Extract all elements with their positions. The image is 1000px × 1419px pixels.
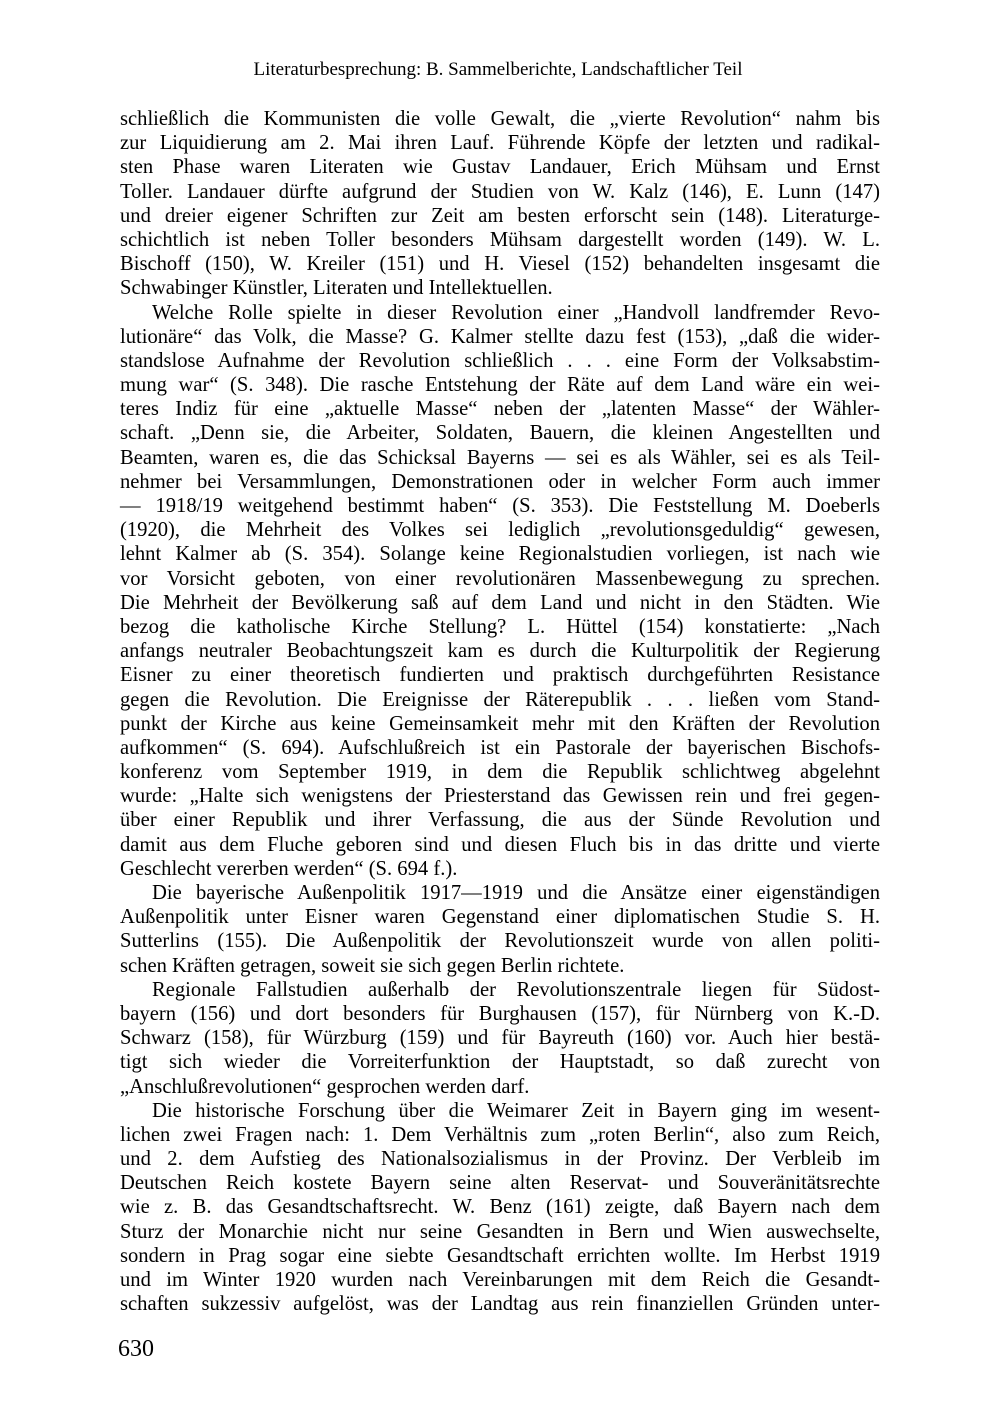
text-line: tigt sich wieder die Vorreiterfunktion der Hauptstadt, so daß zurecht von (120, 1051, 880, 1074)
text-line: konferenz vom September 1919, in dem die Republik schlichtweg abgelehnt (120, 761, 880, 784)
text-line: — 1918/19 weitgehend bestimmt haben“ (S. 353). Die Feststellung M. Doeberls (120, 495, 880, 517)
text-line: damit aus dem Fluche geboren sind und diesen Fluch bis in das dritte und vierte (120, 833, 880, 856)
text-line: Schwabinger Künstler, Literaten und Intellektuellen. (120, 277, 553, 300)
text-line: Die historische Forschung über die Weimarer Zeit in Bayern ging im wesent- (152, 1099, 880, 1122)
text-line: „Anschlußrevolutionen“ gesprochen werden darf. (120, 1075, 530, 1098)
text-line: Beamten, waren es, die das Schicksal Bayerns — sei es als Wähler, sei es als Teil- (120, 446, 880, 469)
text-line: teres Indiz für eine „aktuelle Masse“ neben der „latenten Masse“ der Wähler- (120, 398, 880, 421)
text-line: Die bayerische Außenpolitik 1917—1919 und die Ansätze einer eigenständigen (152, 882, 880, 904)
text-line: und 2. dem Aufstieg des Nationalsozialismus in der Provinz. Der Verbleib im (120, 1148, 880, 1171)
text-line: Welche Rolle spielte in dieser Revolution einer „Handvoll landfremder Revo- (152, 301, 880, 324)
text-line: lichen zwei Fragen nach: 1. Dem Verhältnis zum „roten Berlin“, also zum Reich, (120, 1123, 880, 1146)
text-line: über einer Republik und ihrer Verfassung, die aus der Sünde Revolution und (120, 809, 880, 832)
text-line: und im Winter 1920 wurden nach Vereinbarungen mit dem Reich die Gesandt- (120, 1269, 880, 1291)
text-line: Regionale Fallstudien außerhalb der Revolutionszentrale liegen für Südost- (152, 978, 880, 1001)
text-line: vor Vorsicht geboten, von einer revolutionären Massenbewegung zu sprechen. (120, 567, 880, 590)
text-line: sondern in Prag sogar eine siebte Gesandtschaft errichten wollte. Im Herbst 1919 (120, 1244, 880, 1267)
text-line: schaften sukzessiv aufgelöst, was der Landtag aus rein finanziellen Gründen unter- (120, 1293, 880, 1316)
text-line: und dreier eigener Schriften zur Zeit am besten erforscht sein (148). Literaturge- (120, 204, 880, 227)
text-line: bezog die katholische Kirche Stellung? L. Hüttel (154) konstatierte: „Nach (120, 615, 880, 638)
body-text (120, 107, 880, 1316)
text-line: wie z. B. das Gesandtschaftsrecht. W. Benz (161) zeigte, daß Bayern nach dem (120, 1196, 880, 1219)
page-number: 630 (118, 1336, 154, 1362)
text-line: schaft. „Denn sie, die Arbeiter, Soldaten, Bauern, die kleinen Angestellten und (120, 422, 880, 445)
text-line: gegen die Revolution. Die Ereignisse der Räterepublik . . . ließen vom Stand- (120, 688, 880, 711)
text-line: Die Mehrheit der Bevölkerung saß auf dem Land und nicht in den Städten. Wie (120, 591, 880, 614)
text-line: lehnt Kalmer ab (S. 354). Solange keine Regionalstudien vorliegen, ist nach wie (120, 543, 880, 566)
text-line: punkt der Kirche aus keine Gemeinsamkeit mehr mit den Kräften der Revolution (120, 712, 880, 735)
text-line: schichtlich ist neben Toller besonders Mühsam dargestellt worden (149). W. L. (120, 228, 880, 251)
text-line: schließlich die Kommunisten die volle Gewalt, die „vierte Revolution“ nahm bis (120, 108, 880, 130)
text-line: Toller. Landauer dürfte aufgrund der Studien von W. Kalz (146), E. Lunn (147) (120, 180, 880, 203)
text-line: bayern (156) und dort besonders für Burghausen (157), für Nürnberg von K.-D. (120, 1002, 880, 1025)
text-line: nehmer bei Versammlungen, Demonstrationen oder in welcher Form auch immer (120, 470, 880, 493)
text-line: zur Liquidierung am 2. Mai ihren Lauf. Führende Köpfe der letzten und radikal- (120, 132, 880, 155)
text-line: Bischoff (150), W. Kreiler (151) und H. Viesel (152) behandelten insgesamt die (120, 253, 880, 276)
text-line: sten Phase waren Literaten wie Gustav Landauer, Erich Mühsam und Ernst (120, 156, 880, 179)
text-line: Sturz der Monarchie nicht nur seine Gesandten in Bern und Wien auswechselte, (120, 1220, 880, 1243)
text-line: Geschlecht vererben werden“ (S. 694 f.). (120, 857, 458, 880)
text-line: lutionäre“ das Volk, die Masse? G. Kalmer stellte dazu fest (153), „daß die wider- (120, 325, 880, 348)
text-line: anfangs neutraler Beobachtungszeit kam es durch die Kulturpolitik der Regierung (120, 640, 880, 663)
text-line: aufkommen“ (S. 694). Aufschlußreich ist ein Pastorale der bayerischen Bischofs- (120, 736, 880, 759)
text-line: Deutschen Reich kostete Bayern seine alten Reservat- und Souveränitätsrechte (120, 1172, 880, 1195)
text-line: Schwarz (158), für Würzburg (159) und für Bayreuth (160) vor. Auch hier bestä- (120, 1027, 880, 1050)
text-line: Eisner zu einer theoretisch fundierten und praktisch durchgeführten Resistance (120, 664, 880, 687)
text-line: schen Kräften getragen, soweit sie sich gegen Berlin richtete. (120, 954, 625, 977)
text-line: mung war“ (S. 348). Die rasche Entstehung der Räte auf dem Land wäre ein wei- (120, 374, 880, 397)
text-line: Sutterlins (155). Die Außenpolitik der Revolutionszeit wurde von allen politi- (120, 930, 880, 953)
text-line: (1920), die Mehrheit des Volkes sei lediglich „revolutionsgeduldig“ gewesen, (120, 519, 880, 542)
text-line: Außenpolitik unter Eisner waren Gegenstand einer diplomatischen Studie S. H. (120, 906, 880, 929)
text-line: wurde: „Halte sich wenigstens der Priesterstand das Gewissen rein und frei gegen- (120, 785, 880, 808)
text-line: standslose Aufnahme der Revolution schließlich . . . eine Form der Volksabstim- (120, 349, 880, 372)
running-header: Literaturbesprechung: B. Sammelberichte, Landschaftlicher Teil (253, 59, 743, 80)
